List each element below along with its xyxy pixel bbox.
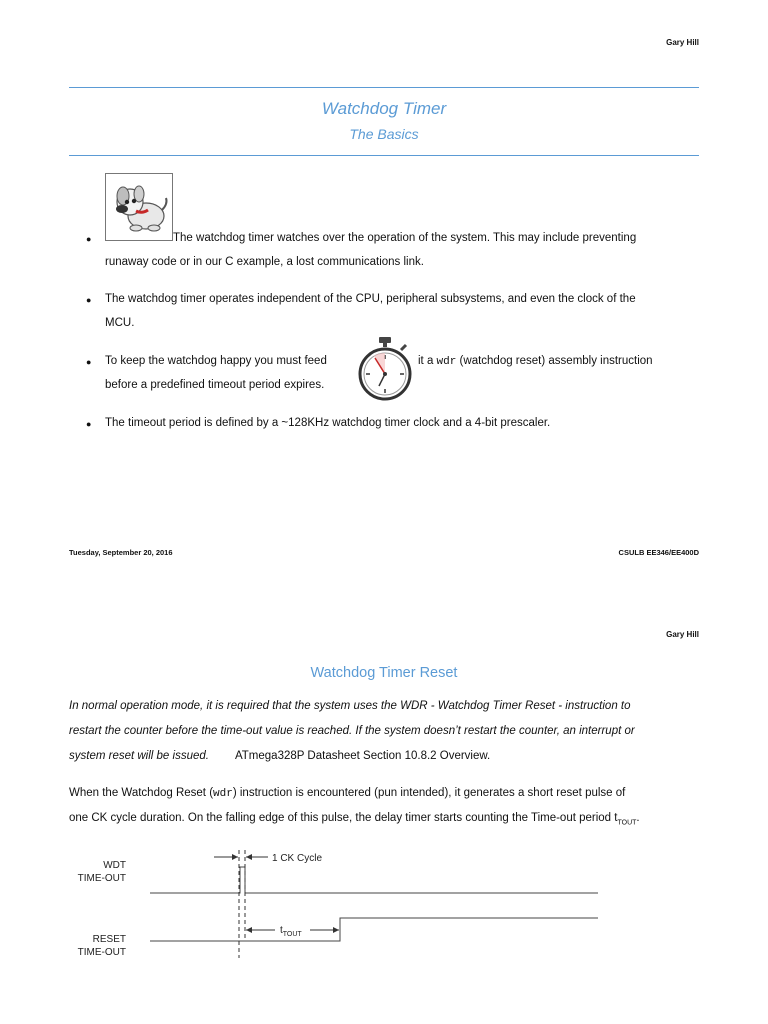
reset-label-2: TIME-OUT	[77, 947, 126, 958]
bullet-3-text-b: (watchdog reset) assembly instruction	[456, 355, 653, 367]
page2-author: Gary Hill	[666, 630, 699, 639]
title-rule-bottom	[69, 155, 699, 156]
stopwatch-icon	[357, 336, 413, 402]
wdr-code: wdr	[436, 356, 457, 368]
stopwatch-image	[357, 336, 413, 402]
bullet-1-line-2: runaway code or in our C example, a lost communications link.	[105, 256, 424, 268]
quote-text: system reset will be issued.	[69, 750, 209, 762]
bullet-1-line-1: The watchdog timer watches over the operation of the system. This may include preventing	[173, 232, 637, 244]
quote-line-2: restart the counter before the time-out value is reached. If the system doesn’t restart the counter, an interrupt or	[69, 725, 635, 737]
timing-diagram	[0, 840, 768, 965]
bullet-3-line-1a: To keep the watchdog happy you must feed	[105, 355, 327, 367]
bullet-2-line-2: MCU.	[105, 317, 135, 329]
page-subtitle: The Basics	[349, 126, 419, 142]
ck-cycle-label: 1 CK Cycle	[272, 853, 323, 864]
bullet-marker: ●	[86, 357, 92, 367]
bullet-3-text-a: it a	[418, 355, 437, 367]
tout-t: t	[280, 925, 283, 936]
section-title: Watchdog Timer Reset	[310, 665, 458, 681]
wdt-label-1: WDT	[103, 860, 126, 871]
wdt-label-2: TIME-OUT	[77, 873, 126, 884]
dog-icon	[106, 174, 172, 240]
watchdog-dog-image	[105, 173, 173, 241]
page-title: Watchdog Timer	[321, 99, 447, 118]
wdr-code-inline: wdr	[213, 788, 233, 800]
body-line-1	[69, 781, 625, 806]
bullet-marker: ●	[86, 234, 92, 244]
bullet-marker: ●	[86, 295, 92, 305]
quote-line-3	[69, 744, 490, 768]
tout-arrowhead-left	[246, 927, 252, 933]
tout-arrowhead-right	[333, 927, 339, 933]
body-text-b: ) instruction is encountered (pun intended), it generates a short reset pulse of	[232, 787, 626, 799]
tout-sub: TOUT	[282, 931, 302, 938]
footer-course: CSULB EE346/EE400D	[618, 548, 699, 557]
bullet-marker: ●	[86, 419, 92, 429]
bullet-3-line-1b	[418, 349, 653, 374]
body-period: .	[636, 812, 640, 824]
bullet-3-line-2: before a predefined timeout period expires.	[105, 379, 325, 391]
reset-waveform	[150, 918, 598, 941]
bullet-4: The timeout period is defined by a ~128KHz watchdog timer clock and a 4-bit prescaler.	[105, 417, 551, 429]
tout-subscript: TOUT	[617, 819, 637, 827]
ck-arrowhead-left	[232, 854, 238, 860]
wdt-waveform	[150, 867, 598, 893]
body-line-2	[69, 806, 640, 835]
footer-date: Tuesday, September 20, 2016	[69, 548, 173, 557]
title-rule-top	[69, 87, 699, 88]
bullet-2-line-1: The watchdog timer operates independent of the CPU, peripheral subsystems, and even the clock of the	[105, 293, 636, 305]
body-text-c: one CK cycle duration. On the falling edge of this pulse, the delay timer starts counting the Time-out period t	[69, 812, 618, 824]
ck-arrowhead-right	[246, 854, 252, 860]
tout-label	[280, 925, 302, 938]
page1-author: Gary Hill	[666, 38, 699, 47]
quote-line-1: In normal operation mode, it is required that the system uses the WDR - Watchdog Timer Reset - instruction to	[69, 700, 631, 712]
quote-source: ATmega328P Datasheet Section 10.8.2 Overview.	[234, 750, 491, 762]
body-text-a: When the Watchdog Reset (	[69, 787, 214, 799]
reset-label-1: RESET	[92, 934, 126, 945]
